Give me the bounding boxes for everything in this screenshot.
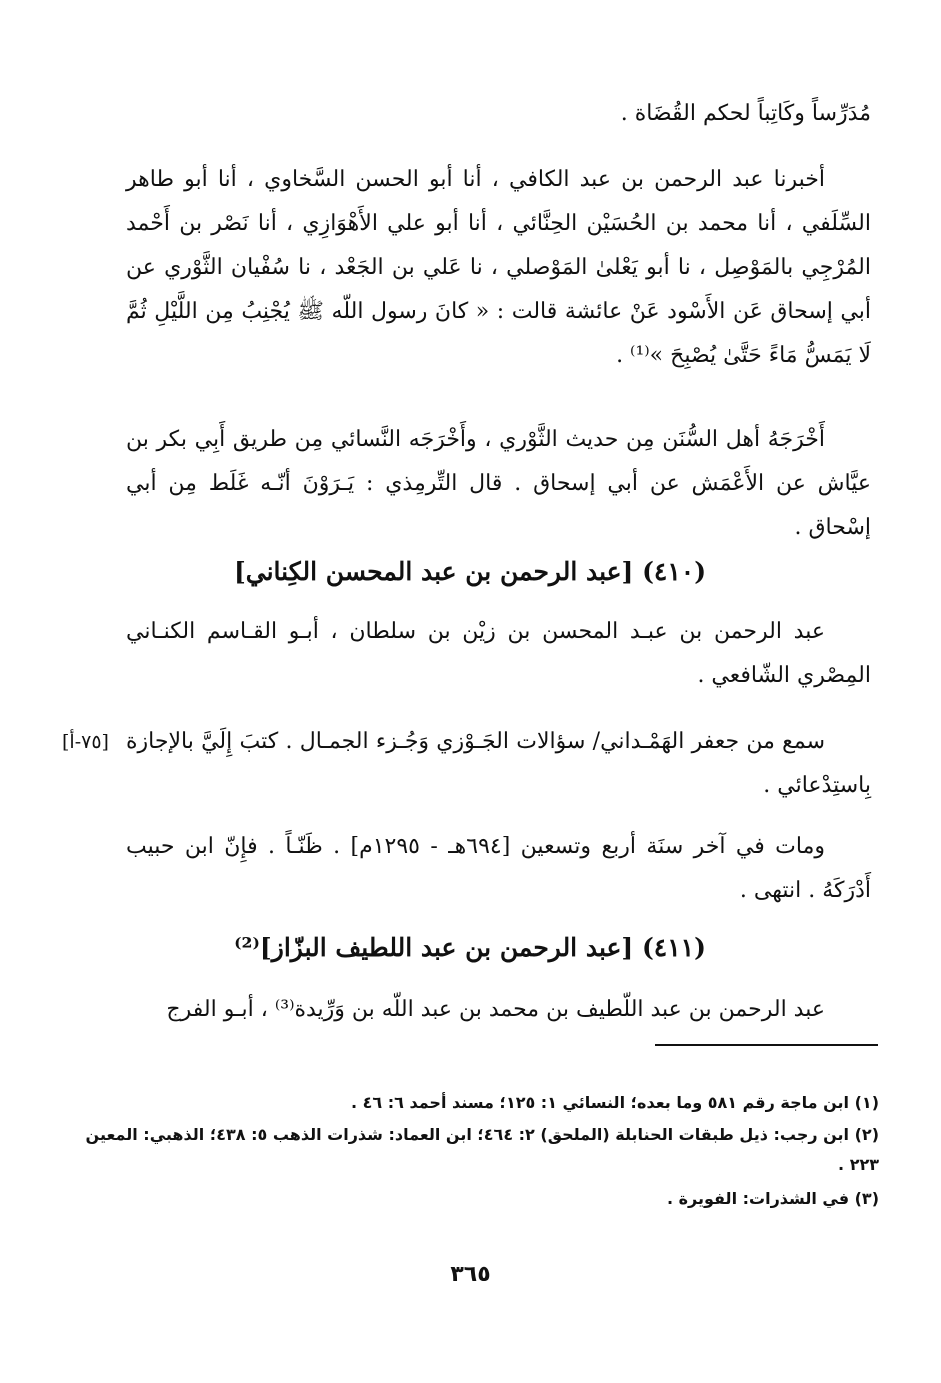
paragraph-entry-410-name: عبد الرحمن بن عبـد المحسن بن زيْن بن سلطان ، أبـو القـاسم الكنـاني المِصْري الشّافعي . [126,619,871,688]
entry-heading-411: (٤١١) [عبد الرحمن بن عبد اللطيف البزّاز]⁽²⁾ [234,933,706,962]
footnote-1: (١) ابن ماجة رقم ٥٨١ وما بعده؛ النسائي ١: ١٢٥؛ مسند أحمد ٦: ٤٦ . [350,1093,879,1112]
paragraph-entry-410-death: ومات في آخر سنَة أربع وتسعين [٦٩٤هـ - ١٢٩٥م] . ظَنّـاً . فإِنّ ابن حبيب أَدْرَكَهُ . انتهى . [126,834,871,903]
paragraph-hadith-chain: أخبرنا عبد الرحمن بن عبد الكافي ، أنا أبو الحسن السَّخاوي ، أنا أبو طاهر السِّلَفي ، أنا محمد بن الحُسَيْن الحِنَّائي ، أنا أبو علي الأَهْوَازِي ، أنا نَصْر بن أَحْمد المُرْجِي بالمَوْصِل ، نا أبو يَعْلىٰ المَوْصلي ، نا عَلي بن الجَعْد ، نا سُفْيان الثَّوْري عن أبي إسحاق عَن الأَسْود عَنْ عائشة قالت : « كانَ رسول اللّه ﷺ يُجْنِبُ مِن اللَّيْلِ ثُمَّ لَا يَمَسُّ مَاءً حَتَّىٰ يُصْبِحَ »⁽¹⁾ . [126,167,871,368]
paragraph-entry-410-sama: سمع من جعفر الهَمْـداني/ سؤالات الجَـوْزي وَجُـزء الجمـال . كتبَ إِلَيَّ بالإجازة بِاستِدْعائي . [126,729,871,798]
footnote-separator [655,1044,878,1046]
entry-heading-410: (٤١٠) [عبد الرحمن بن عبد المحسن الكِناني] [233,557,707,586]
paragraph-entry-411-name: عبد الرحمن بن عبد اللّطيف بن محمد بن عبد اللّه بن وَرِّيدة⁽³⁾ ، أبـو الفرج [166,997,825,1022]
paragraph-takhrij: أَخْرَجَهُ أهل السُّنَن مِن حديث الثَّوْري ، وأَخْرَجَه النَّسائي مِن طريق أَبِي بكر بن عيَّاش عن الأَعْمَش عن أبي إسحاق . قال التِّرمِذي : يَـرَوْنَ أنّـه غَلَط مِن أبي إسْحاق . [126,427,871,540]
page-number: ٣٦٥ [450,1262,491,1287]
manuscript-folio-ref: [٧٥-أ] [62,731,109,753]
footnote-2: (٢) ابن رجب: ذيل طبقات الحنابلة (الملحق) ٢: ٤٦٤؛ ابن العماد: شذرات الذهب ٥: ٤٣٨؛ الذهبي: المعين ٢٢٣ . [85,1125,879,1174]
footnote-3: (٣) في الشذرات: الفويرة . [666,1189,879,1208]
text-line-top: مُدَرِّساً وكَاتِباً لحكم القُضَاة . [620,101,871,126]
